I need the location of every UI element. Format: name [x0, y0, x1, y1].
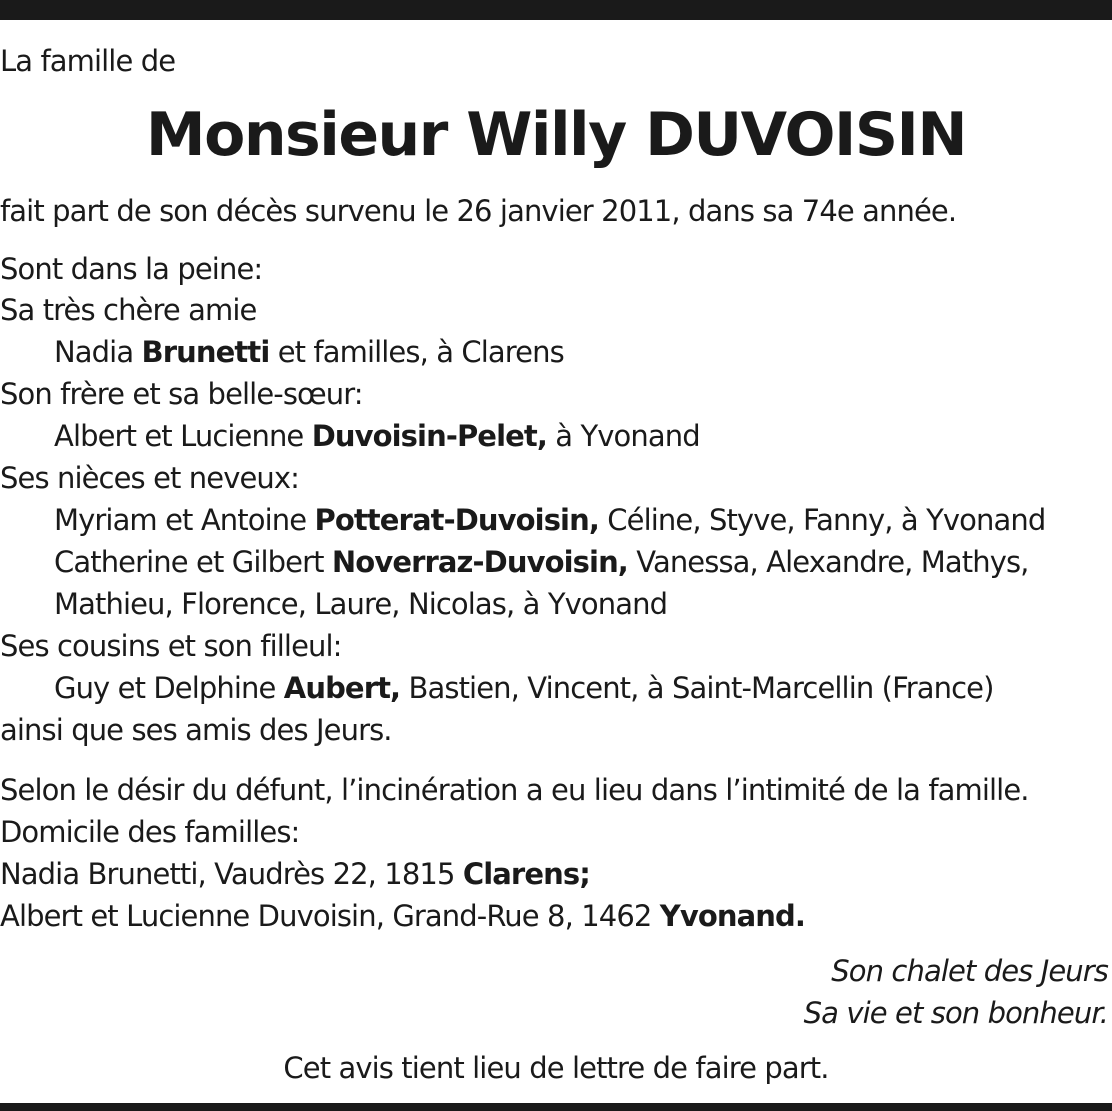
family-name: Potterat-Duvoisin,: [314, 503, 599, 537]
friend-line: Nadia Brunetti et familles, à Clarens: [54, 335, 564, 369]
nieces-heading: Ses nièces et neveux:: [0, 461, 300, 495]
quote-line-2: Sa vie et son bonheur.: [803, 996, 1108, 1030]
domicile-line-2: Albert et Lucienne Duvoisin, Grand-Rue 8, 1462 Yvonand.: [0, 899, 806, 933]
town-name: Yvonand.: [659, 899, 806, 933]
niece-line-2: Catherine et Gilbert Noverraz-Duvoisin, Vanessa, Alexandre, Mathys,: [54, 545, 1029, 579]
intro-text: La famille de: [0, 44, 176, 78]
friends-line: ainsi que ses amis des Jeurs.: [0, 713, 392, 747]
brother-heading: Son frère et sa belle-sœur:: [0, 377, 363, 411]
cousin-line: Guy et Delphine Aubert, Bastien, Vincent, à Saint-Marcellin (France): [54, 671, 994, 705]
town-name: Clarens;: [462, 857, 590, 891]
announcement-text: fait part de son décès survenu le 26 janvier 2011, dans sa 74e année.: [0, 194, 957, 228]
niece-line-2-continued: Mathieu, Florence, Laure, Nicolas, à Yvonand: [54, 587, 668, 621]
cremation-text: Selon le désir du défunt, l’incinération a eu lieu dans l’intimité de la famille.: [0, 773, 1029, 807]
footer-text: Cet avis tient lieu de lettre de faire part.: [283, 1051, 829, 1085]
quote-line-1: Son chalet des Jeurs: [831, 954, 1108, 988]
brother-line: Albert et Lucienne Duvoisin-Pelet, à Yvonand: [54, 419, 700, 453]
family-name: Brunetti: [141, 335, 270, 369]
top-rule: [0, 0, 1112, 20]
domicile-line-1: Nadia Brunetti, Vaudrès 22, 1815 Clarens;: [0, 857, 590, 891]
family-name: Aubert,: [283, 671, 401, 705]
niece-line-1: Myriam et Antoine Potterat-Duvoisin, Céline, Styve, Fanny, à Yvonand: [54, 503, 1046, 537]
bottom-rule: [0, 1103, 1112, 1111]
family-name: Duvoisin-Pelet,: [311, 419, 547, 453]
cousins-heading: Ses cousins et son filleul:: [0, 629, 342, 663]
family-name: Noverraz-Duvoisin,: [331, 545, 628, 579]
domicile-heading: Domicile des familles:: [0, 815, 300, 849]
friend-heading: Sa très chère amie: [0, 293, 257, 327]
deceased-name: Monsieur Willy DUVOISIN: [145, 100, 967, 170]
mourners-heading: Sont dans la peine:: [0, 252, 263, 286]
